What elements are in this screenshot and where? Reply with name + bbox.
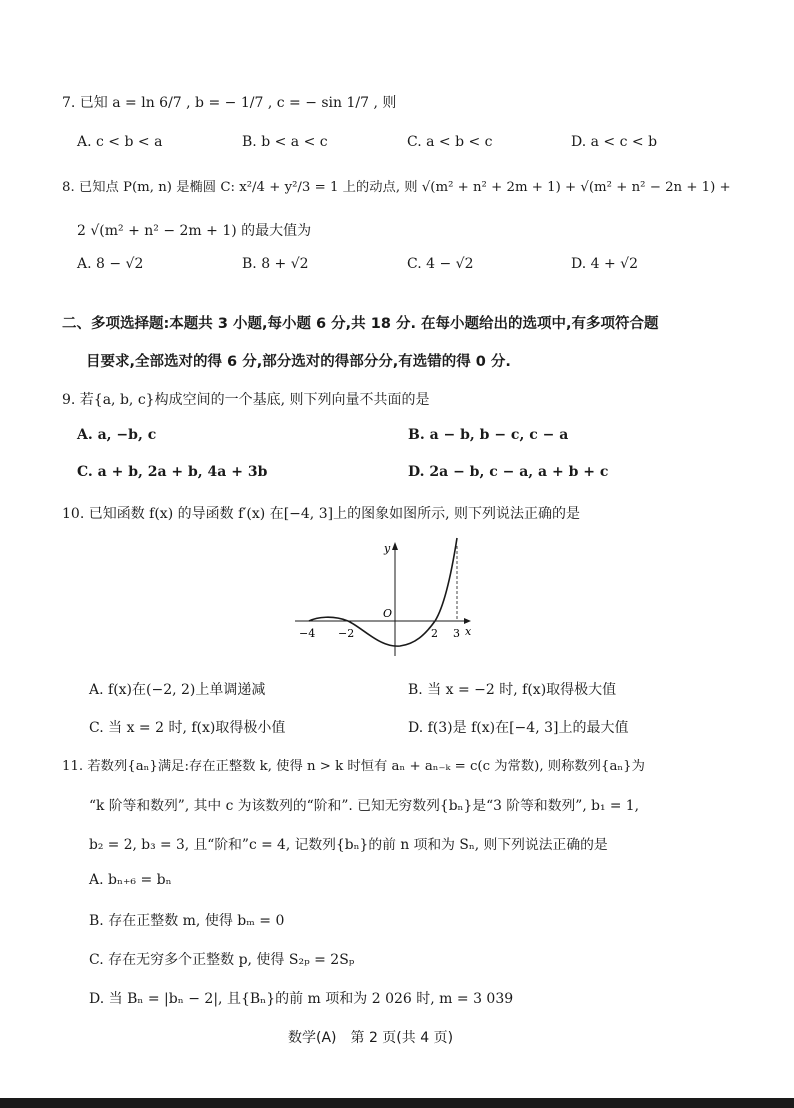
origin-label: O bbox=[383, 607, 393, 620]
q7-option-c: C. a < b < c bbox=[407, 134, 493, 150]
scan-bottom-edge bbox=[0, 1098, 794, 1108]
q8-stem-line2: 2 √(m² + n² − 2m + 1) 的最大值为 bbox=[77, 223, 312, 239]
q11-stem-line2: “k 阶等和数列”, 其中 c 为该数列的“阶和”. 已知无穷数列{bₙ}是“3 阶等和数列”, b₁ = 1, bbox=[89, 798, 639, 814]
q10-option-a: A. f(x)在(−2, 2)上单调递减 bbox=[89, 682, 266, 698]
y-axis-arrow bbox=[392, 542, 398, 550]
q9-option-c: C. a + b, 2a + b, 4a + 3b bbox=[77, 464, 268, 480]
x-axis-label: x bbox=[465, 625, 472, 638]
q10-option-b: B. 当 x = −2 时, f(x)取得极大值 bbox=[408, 682, 617, 698]
tick-label-neg2: −2 bbox=[338, 627, 355, 640]
q9-stem: 9. 若{a, b, c}构成空间的一个基底, 则下列向量不共面的是 bbox=[62, 392, 430, 408]
q9-option-a: A. a, −b, c bbox=[77, 427, 157, 443]
q11-stem-line1: 11. 若数列{aₙ}满足:存在正整数 k, 使得 n > k 时恒有 aₙ + aₙ₋ₖ = c(c 为常数), 则称数列{aₙ}为 bbox=[62, 759, 645, 774]
derivative-graph bbox=[285, 530, 485, 660]
q10-stem: 10. 已知函数 f(x) 的导函数 f′(x) 在[−4, 3]上的图象如图所示, 则下列说法正确的是 bbox=[62, 506, 580, 522]
y-axis-label: y bbox=[384, 542, 391, 555]
q8-option-d: D. 4 + √2 bbox=[571, 256, 638, 272]
q11-stem-line3: b₂ = 2, b₃ = 3, 且“阶和”c = 4, 记数列{bₙ}的前 n 项和为 Sₙ, 则下列说法正确的是 bbox=[89, 837, 608, 853]
q8-stem-line1: 8. 已知点 P(m, n) 是椭圆 C: x²/4 + y²/3 = 1 上的动点, 则 √(m² + n² + 2m + 1) + √(m² + n² − 2n + 1) + bbox=[62, 180, 731, 195]
tick-label-3: 3 bbox=[453, 627, 460, 640]
q8-option-b: B. 8 + √2 bbox=[242, 256, 309, 272]
q8-option-c: C. 4 − √2 bbox=[407, 256, 474, 272]
x-axis-arrow bbox=[464, 618, 471, 624]
q11-option-b: B. 存在正整数 m, 使得 bₘ = 0 bbox=[89, 913, 285, 929]
q9-option-b: B. a − b, b − c, c − a bbox=[408, 427, 569, 443]
q10-option-d: D. f(3)是 f(x)在[−4, 3]上的最大值 bbox=[408, 720, 629, 736]
section2-heading-line2: 目要求,全部选对的得 6 分,部分选对的得部分分,有选错的得 0 分. bbox=[86, 354, 511, 370]
q7-option-d: D. a < c < b bbox=[571, 134, 658, 150]
section2-heading-line1: 二、多项选择题:本题共 3 小题,每小题 6 分,共 18 分. 在每小题给出的选项中,有多项符合题 bbox=[62, 316, 659, 332]
tick-label-neg4: −4 bbox=[299, 627, 316, 640]
q11-option-c: C. 存在无穷多个正整数 p, 使得 S₂ₚ = 2Sₚ bbox=[89, 952, 355, 968]
page-footer: 数学(A) 第 2 页(共 4 页) bbox=[288, 1030, 454, 1046]
q11-option-d: D. 当 Bₙ = |bₙ − 2|, 且{Bₙ}的前 m 项和为 2 026 时, m = 3 039 bbox=[89, 991, 514, 1007]
q7-stem: 7. 已知 a = ln 6/7 , b = − 1/7 , c = − sin 1/7 , 则 bbox=[62, 95, 397, 111]
q10-option-c: C. 当 x = 2 时, f(x)取得极小值 bbox=[89, 720, 286, 736]
tick-label-2: 2 bbox=[431, 627, 438, 640]
q8-option-a: A. 8 − √2 bbox=[77, 256, 144, 272]
q9-option-d: D. 2a − b, c − a, a + b + c bbox=[408, 464, 609, 480]
q7-option-b: B. b < a < c bbox=[242, 134, 328, 150]
q11-option-a: A. bₙ₊₆ = bₙ bbox=[89, 872, 172, 888]
q7-option-a: A. c < b < a bbox=[77, 134, 163, 150]
